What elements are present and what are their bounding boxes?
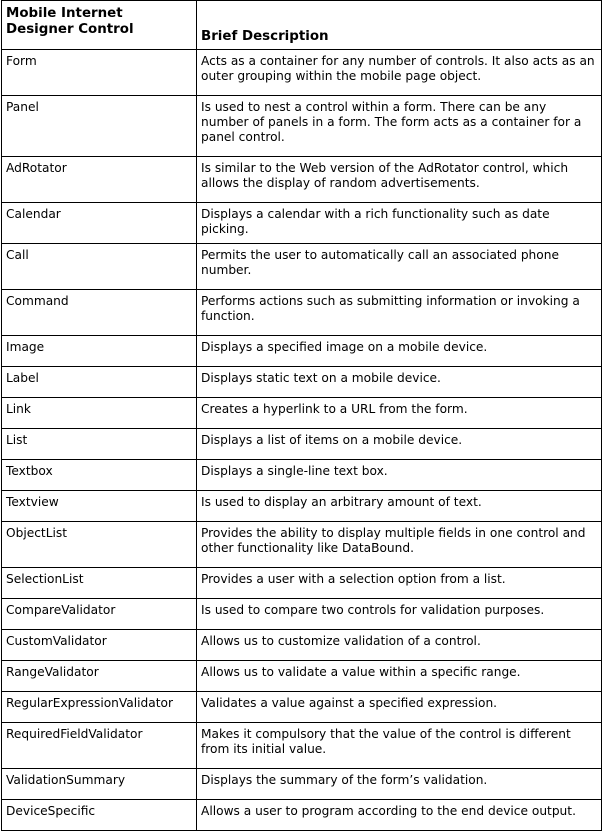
control-name: Textview (2, 491, 197, 522)
control-description: Permits the user to automatically call an associated phone number. (197, 244, 602, 290)
header-row (2, 1, 602, 50)
control-name: Calendar (2, 203, 197, 244)
control-description: Displays a specified image on a mobile device. (197, 336, 602, 367)
control-description: Displays a single-line text box. (197, 460, 602, 491)
control-description: Makes it compulsory that the value of the control is different from its initial value. (197, 723, 602, 769)
control-description: Validates a value against a specified expression. (197, 692, 602, 723)
control-description: Performs actions such as submitting information or invoking a function. (197, 290, 602, 336)
control-name: CompareValidator (2, 599, 197, 630)
control-name: AdRotator (2, 157, 197, 203)
header-control: Mobile Internet Designer Control (2, 1, 197, 50)
table-row (2, 429, 602, 460)
control-name: Call (2, 244, 197, 290)
table-row (2, 96, 602, 157)
control-description: Is used to nest a control within a form. There can be any number of panels in a form. The form acts as a container for a panel control. (197, 96, 602, 157)
control-description: Allows us to validate a value within a specific range. (197, 661, 602, 692)
table-row (2, 336, 602, 367)
control-description: Provides a user with a selection option from a list. (197, 568, 602, 599)
table-row (2, 692, 602, 723)
table-row (2, 800, 602, 831)
table-row (2, 157, 602, 203)
control-name: SelectionList (2, 568, 197, 599)
control-description: Displays static text on a mobile device. (197, 367, 602, 398)
control-description: Displays the summary of the form’s validation. (197, 769, 602, 800)
control-description: Is used to display an arbitrary amount of text. (197, 491, 602, 522)
controls-table (1, 0, 602, 831)
control-description: Is used to compare two controls for validation purposes. (197, 599, 602, 630)
control-name: RegularExpressionValidator (2, 692, 197, 723)
table-row (2, 630, 602, 661)
control-name: ValidationSummary (2, 769, 197, 800)
table-row (2, 599, 602, 630)
control-name: Label (2, 367, 197, 398)
control-name: RangeValidator (2, 661, 197, 692)
table-row (2, 244, 602, 290)
table-row (2, 661, 602, 692)
table-row (2, 367, 602, 398)
control-description: Acts as a container for any number of controls. It also acts as an outer grouping within the mobile page object. (197, 50, 602, 96)
table-row (2, 568, 602, 599)
control-description: Creates a hyperlink to a URL from the form. (197, 398, 602, 429)
control-description: Allows a user to program according to the end device output. (197, 800, 602, 831)
table-row (2, 290, 602, 336)
header-description: Brief Description (197, 1, 602, 50)
table-row (2, 398, 602, 429)
control-description: Displays a list of items on a mobile device. (197, 429, 602, 460)
table-row (2, 460, 602, 491)
control-name: List (2, 429, 197, 460)
control-name: RequiredFieldValidator (2, 723, 197, 769)
control-name: CustomValidator (2, 630, 197, 661)
control-name: ObjectList (2, 522, 197, 568)
table-row (2, 491, 602, 522)
table-row (2, 769, 602, 800)
table-row (2, 522, 602, 568)
control-name: Link (2, 398, 197, 429)
control-description: Allows us to customize validation of a control. (197, 630, 602, 661)
control-name: Command (2, 290, 197, 336)
table-row (2, 50, 602, 96)
control-name: Form (2, 50, 197, 96)
control-description: Provides the ability to display multiple fields in one control and other functionality like DataBound. (197, 522, 602, 568)
table-row (2, 723, 602, 769)
control-name: Textbox (2, 460, 197, 491)
control-name: DeviceSpecific (2, 800, 197, 831)
control-description: Is similar to the Web version of the AdRotator control, which allows the display of random advertisements. (197, 157, 602, 203)
control-name: Image (2, 336, 197, 367)
control-description: Displays a calendar with a rich functionality such as date picking. (197, 203, 602, 244)
control-name: Panel (2, 96, 197, 157)
table-row (2, 203, 602, 244)
